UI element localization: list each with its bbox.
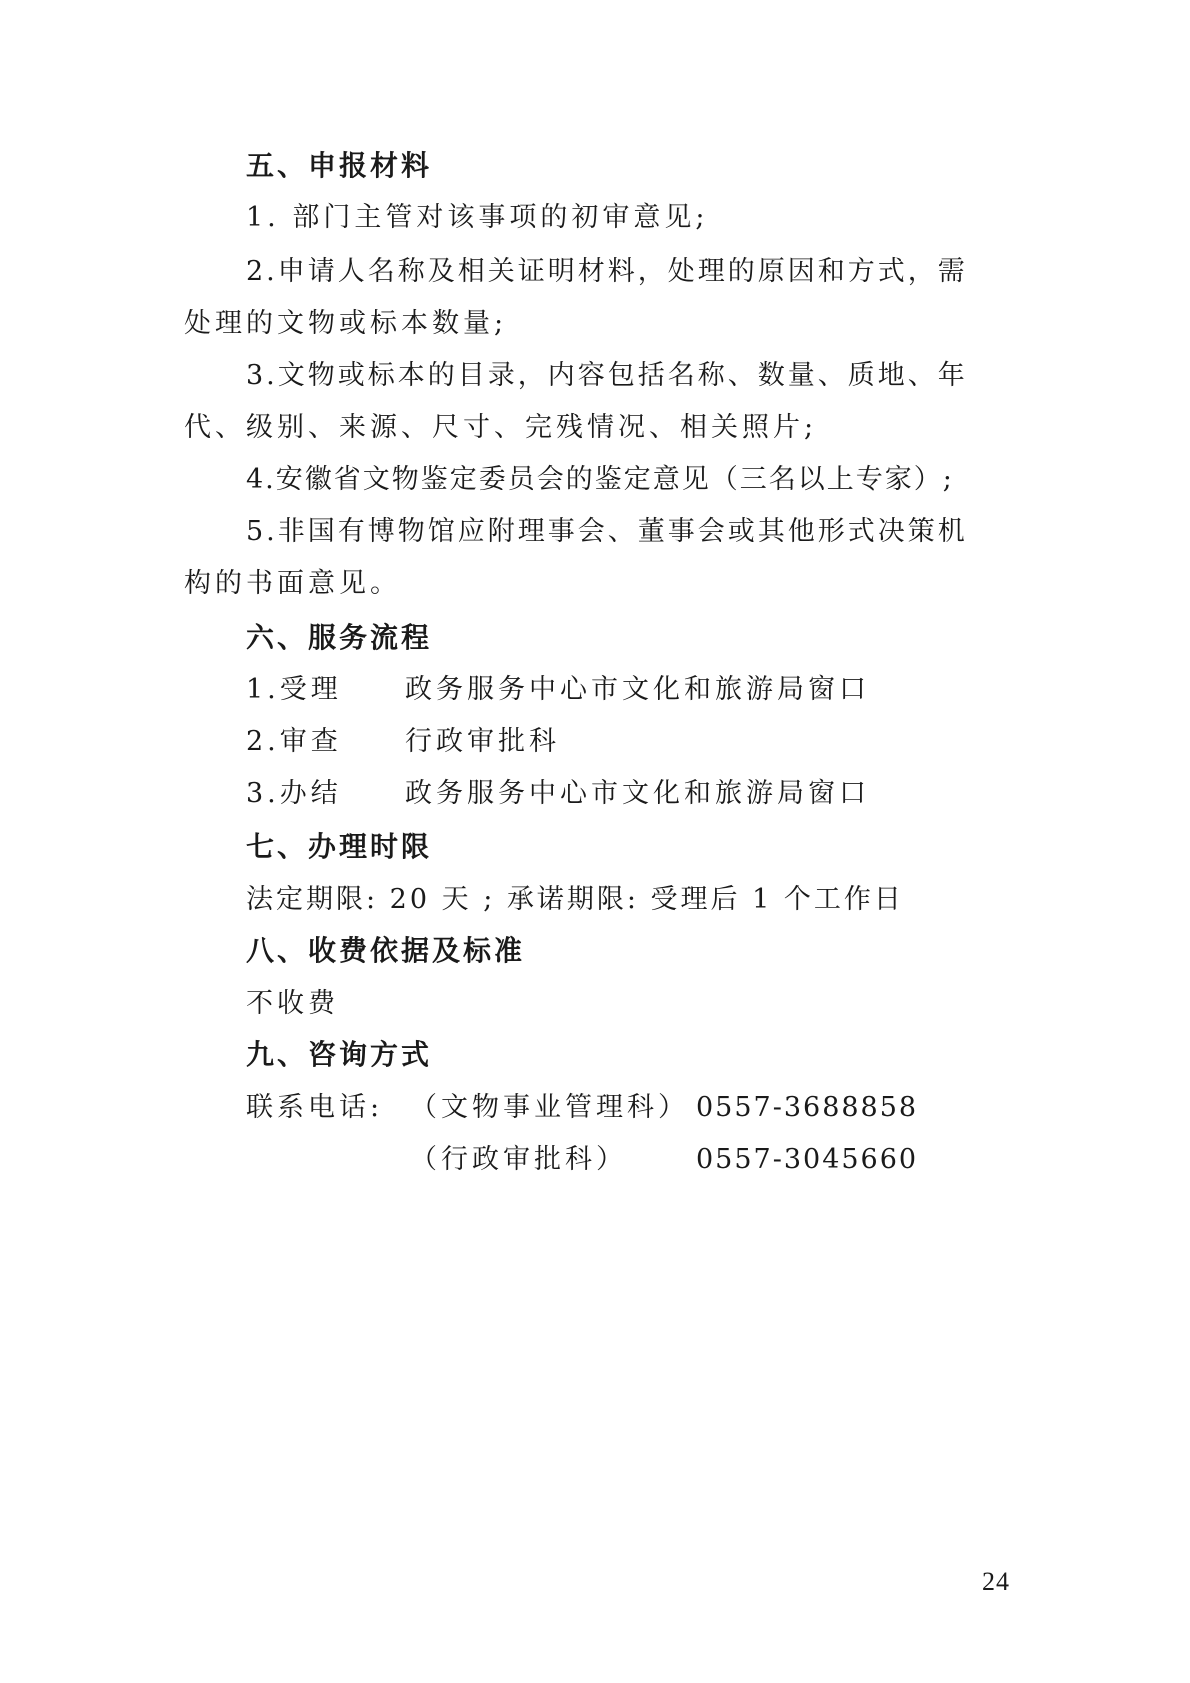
fees-text: 不收费: [246, 988, 339, 1019]
page-number: 24: [982, 1567, 1010, 1596]
contact-dept: （行政审批科）: [410, 1144, 627, 1175]
materials-item-1: 1. 部门主管对该事项的初审意见;: [246, 202, 709, 233]
process-step-dept: 政务服务中心市文化和旅游局窗口: [405, 674, 870, 705]
contact-dept: （文物事业管理科）: [410, 1092, 689, 1123]
process-step-dept: 行政审批科: [405, 726, 560, 757]
materials-item-2-line-2: 处理的文物或标本数量;: [184, 308, 508, 339]
process-step-label: 3.办结: [246, 778, 342, 809]
section-heading-time-limit: 七、办理时限: [246, 830, 433, 863]
section-heading-materials: 五、申报材料: [246, 149, 433, 182]
process-step-label: 1.受理: [246, 674, 342, 705]
materials-item-3-line-2: 代、级别、来源、尺寸、完残情况、相关照片;: [184, 412, 818, 443]
contact-label: 联系电话:: [246, 1092, 384, 1123]
time-limit-text: 法定期限: 20 天 ; 承诺期限: 受理后 1 个工作日: [246, 884, 904, 915]
process-step-dept: 政务服务中心市文化和旅游局窗口: [405, 778, 870, 809]
materials-item-2-line-1: 2.申请人名称及相关证明材料，处理的原因和方式，需: [246, 256, 968, 287]
materials-item-4: 4.安徽省文物鉴定委员会的鉴定意见（三名以上专家）;: [246, 464, 954, 495]
materials-item-3-line-1: 3.文物或标本的目录，内容包括名称、数量、质地、年: [246, 360, 968, 391]
contact-phone: 0557-3045660: [696, 1144, 919, 1175]
materials-item-5-line-1: 5.非国有博物馆应附理事会、董事会或其他形式决策机: [246, 516, 968, 547]
section-heading-process: 六、服务流程: [246, 621, 433, 654]
section-heading-fees: 八、收费依据及标准: [246, 934, 526, 967]
section-heading-contact: 九、咨询方式: [246, 1038, 433, 1071]
process-step-label: 2.审查: [246, 726, 342, 757]
contact-phone: 0557-3688858: [696, 1092, 919, 1123]
materials-item-5-line-2: 构的书面意见。: [184, 568, 401, 599]
